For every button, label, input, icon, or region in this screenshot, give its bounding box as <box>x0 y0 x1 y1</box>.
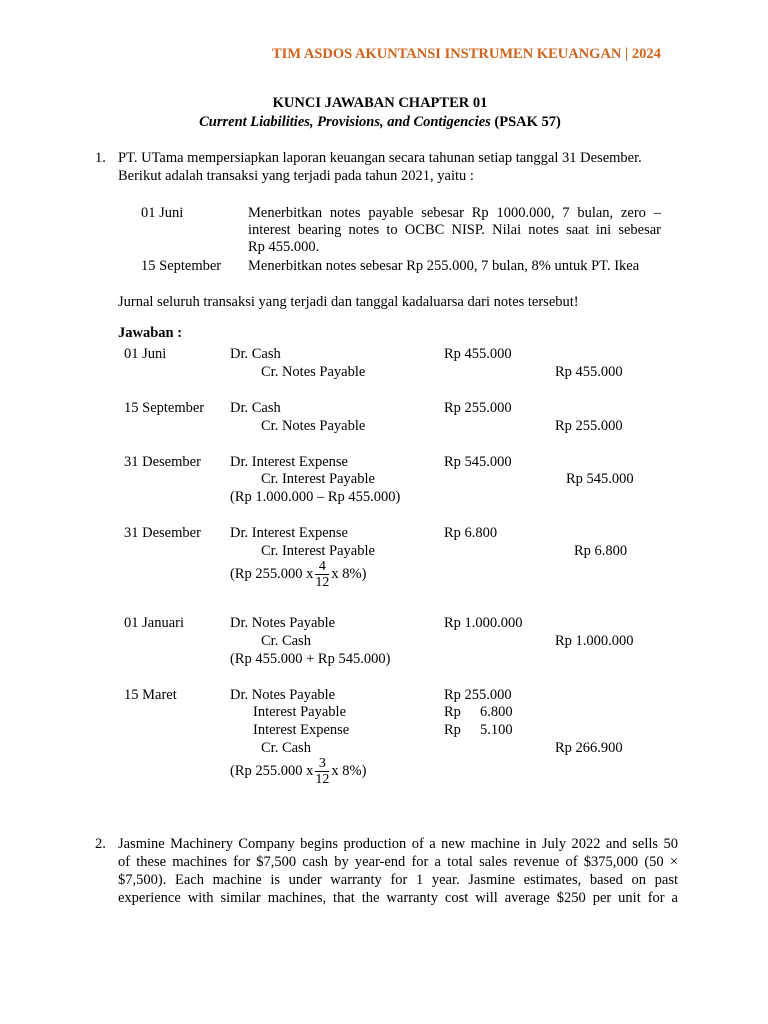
q2-number: 2. <box>95 836 106 852</box>
entry3-calc: (Rp 1.000.000 – Rp 455.000) <box>230 489 401 505</box>
q1-tx2-date: 15 September <box>141 258 222 274</box>
entry4-dr: Dr. Interest Expense <box>230 525 348 541</box>
subtitle-italic: Current Liabilities, Provisions, and Contigencies <box>199 114 491 130</box>
entry6-fraction-numerator: 3 <box>315 756 329 772</box>
entry2-dr: Dr. Cash <box>230 400 281 416</box>
entry6-dr2: Interest Payable <box>253 704 347 720</box>
q1-tx1-date: 01 Juni <box>141 205 184 221</box>
entry3-dr-amount: Rp 545.000 <box>444 454 512 470</box>
entry6-cr: Cr. Cash <box>261 740 311 756</box>
entry1-cr: Cr. Notes Payable <box>261 364 366 380</box>
q1-tx2-line1: Menerbitkan notes sebesar Rp 255.000, 7 bulan, 8% untuk PT. Ikea <box>248 258 640 274</box>
q2-line1: Jasmine Machinery Company begins production of a new machine in July 2022 and sells 50 <box>118 836 678 852</box>
entry3-cr-amount: Rp 545.000 <box>566 471 634 487</box>
q2-line3: $7,500). Each machine is under warranty for 1 year. Jasmine estimates, based on past <box>118 872 678 888</box>
entry6-calc <box>230 756 366 787</box>
entry5-dr: Dr. Notes Payable <box>230 615 336 631</box>
q1-instruction: Jurnal seluruh transaksi yang terjadi dan tanggal kadaluarsa dari notes tersebut! <box>118 294 579 310</box>
entry6-dr3: Interest Expense <box>253 722 350 738</box>
q1-intro-line1: PT. UTama mempersiapkan laporan keuangan secara tahunan setiap tanggal 31 Desember. <box>118 150 642 166</box>
entry1-cr-amount: Rp 455.000 <box>555 364 623 380</box>
entry6-dr3-currency: Rp <box>444 722 461 738</box>
entry6-cr-amount: Rp 266.900 <box>555 740 623 756</box>
entry1-dr-amount: Rp 455.000 <box>444 346 512 362</box>
q1-number: 1. <box>95 150 106 166</box>
q1-tx1-line2: interest bearing notes to OCBC NISP. Nilai notes saat ini sebesar <box>248 222 661 238</box>
entry4-cr: Cr. Interest Payable <box>261 543 375 559</box>
q2-line2: of these machines for $7,500 cash by year-end for a total sales revenue of $375,000 (50 × <box>118 854 678 870</box>
entry3-date: 31 Desember <box>124 454 201 470</box>
entry6-dr: Dr. Notes Payable <box>230 687 336 703</box>
entry4-calc <box>230 559 366 590</box>
entry6-fraction-denominator: 12 <box>315 772 330 787</box>
entry4-cr-amount: Rp 6.800 <box>574 543 628 559</box>
entry2-cr: Cr. Notes Payable <box>261 418 366 434</box>
q1-intro-line2: Berikut adalah transaksi yang terjadi pada tahun 2021, yaitu : <box>118 168 474 184</box>
entry4-fraction-denominator: 12 <box>315 575 330 590</box>
entry5-calc: (Rp 455.000 + Rp 545.000) <box>230 651 391 667</box>
entry5-cr-amount: Rp 1.000.000 <box>555 633 634 649</box>
entry4-fraction <box>315 559 329 590</box>
entry3-dr: Dr. Interest Expense <box>230 454 348 470</box>
entry6-dr-amount: Rp 255.000 <box>444 687 512 703</box>
entry5-date: 01 Januari <box>124 615 184 631</box>
q2-line4: experience with similar machines, that the warranty cost will average $250 per unit for a <box>118 890 678 906</box>
answer-label: Jawaban : <box>118 325 183 341</box>
entry6-dr2-amount: 6.800 <box>480 704 513 720</box>
header-org: TIM ASDOS AKUNTANSI INSTRUMEN KEUANGAN | 2024 <box>272 46 661 62</box>
entry4-calc-post: x 8%) <box>331 565 367 582</box>
entry5-cr: Cr. Cash <box>261 633 311 649</box>
subtitle-plain: (PSAK 57) <box>494 114 561 130</box>
entry6-fraction <box>315 756 329 787</box>
entry6-dr3-amount: 5.100 <box>480 722 513 738</box>
page-subtitle <box>0 114 764 131</box>
entry4-calc-pre: (Rp 255.000 x <box>230 565 314 582</box>
entry6-calc-post: x 8%) <box>331 762 367 779</box>
entry4-fraction-numerator: 4 <box>315 559 329 575</box>
entry6-date: 15 Maret <box>124 687 177 703</box>
entry6-dr2-currency: Rp <box>444 704 461 720</box>
entry1-dr: Dr. Cash <box>230 346 281 362</box>
q1-tx1-line1: Menerbitkan notes payable sebesar Rp 1000.000, 7 bulan, zero – <box>248 205 661 221</box>
page-title: KUNCI JAWABAN CHAPTER 01 <box>272 95 488 111</box>
entry1-date: 01 Juni <box>124 346 167 362</box>
entry5-dr-amount: Rp 1.000.000 <box>444 615 523 631</box>
entry2-cr-amount: Rp 255.000 <box>555 418 623 434</box>
q1-tx1-line3: Rp 455.000. <box>248 239 320 255</box>
entry4-dr-amount: Rp 6.800 <box>444 525 498 541</box>
entry6-calc-pre: (Rp 255.000 x <box>230 762 314 779</box>
entry3-cr: Cr. Interest Payable <box>261 471 375 487</box>
entry2-date: 15 September <box>124 400 205 416</box>
entry2-dr-amount: Rp 255.000 <box>444 400 512 416</box>
entry4-date: 31 Desember <box>124 525 201 541</box>
